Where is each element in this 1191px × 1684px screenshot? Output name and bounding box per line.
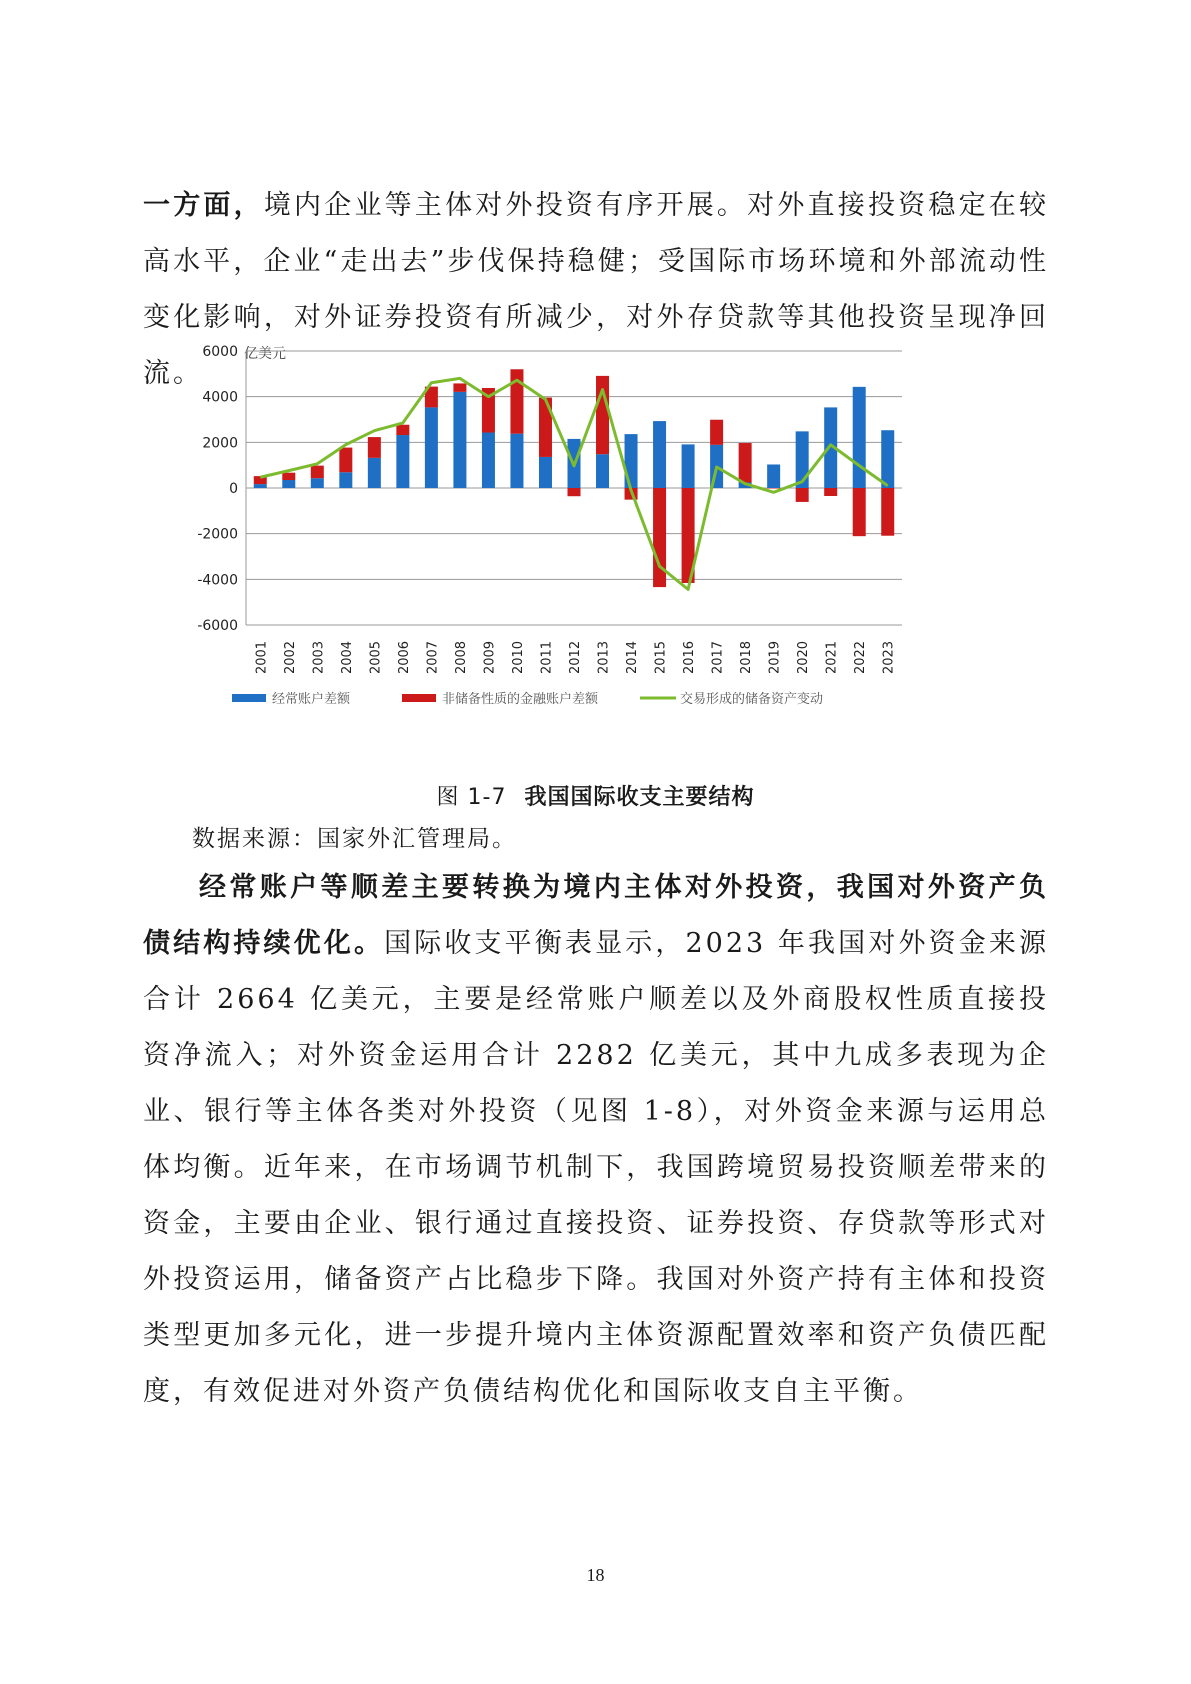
bar [368, 437, 381, 458]
bar [881, 430, 894, 488]
legend-label: 交易形成的储备资产变动 [680, 692, 824, 707]
bar [710, 420, 723, 445]
bar [453, 392, 466, 488]
legend-swatch [232, 694, 266, 702]
legend-swatch [402, 694, 436, 702]
y-tick-label: 0 [229, 481, 238, 497]
bar [625, 434, 638, 488]
paragraph-lead: 一方面， [143, 190, 264, 221]
x-tick-label: 2007 [425, 640, 441, 674]
bar [282, 480, 295, 488]
figure-title: 我国国际收支主要结构 [524, 785, 755, 810]
legend-label: 经常账户差额 [272, 692, 351, 707]
x-tick-label: 2017 [710, 640, 726, 674]
bar [510, 434, 523, 488]
bar [653, 488, 666, 587]
chart-legend [232, 691, 823, 707]
x-tick-label: 2011 [539, 640, 555, 674]
y-tick-label: 2000 [202, 435, 238, 452]
x-tick-label: 2012 [568, 640, 583, 674]
paragraph-body: 国际收支平衡表显示，2023 年我国对外资金来源合计 2664 亿美元，主要是经常账户顺差以及外商股权性质直接投资净流入；对外资金运用合计 2282 亿美元，其中九成多表现为企业、银行等主体各类对外投资（见图 1-8），对外资金来源与运用总体均衡。近年来，在市场调节机制下，我国跨境贸易投资顺差带来的资金，主要由企业、银行通过直接投资、证券投资、存贷款等形式对外投资运用，储备资产占比稳步下降。我国对外资产持有主体和投资类型更加多元化，进一步提升境内主体资源配置效率和资产负债匹配度，有效促进对外资产负债结构优化和国际收支自主平衡。 [143, 928, 1050, 1407]
x-tick-label: 2013 [596, 640, 612, 674]
bar [796, 488, 809, 502]
bar [396, 435, 409, 488]
bar [339, 472, 352, 488]
y-tick-label: 4000 [202, 389, 238, 406]
bar [767, 488, 780, 489]
bar [682, 444, 695, 488]
y-tick-label: -2000 [197, 526, 238, 543]
paragraph-body: 境内企业等主体对外投资有序开展。对外直接投资稳定在较高水平，企业“走出去”步伐保持稳健；受国际市场环境和外部流动性变化影响，对外证券投资有所减少，对外存贷款等其他投资呈现净回流。 [143, 190, 1049, 389]
bar [339, 448, 352, 473]
bar [368, 458, 381, 488]
x-axis-ticks [254, 641, 896, 674]
y-axis-ticks [197, 344, 238, 634]
bar [311, 466, 324, 479]
bar [596, 454, 609, 488]
y-axis-unit-label: 亿美元 [244, 346, 286, 362]
bar [254, 484, 267, 488]
paragraph-lead: 经常账户等顺差主要转换为境内主体对外投资，我国对外资产负债结构持续优化。 [143, 872, 1049, 959]
x-tick-label: 2004 [339, 640, 355, 674]
bar [568, 488, 581, 496]
x-tick-label: 2016 [682, 640, 698, 674]
x-tick-label: 2008 [453, 640, 469, 674]
x-tick-label: 2002 [282, 640, 298, 674]
chart-bars [254, 369, 894, 587]
x-tick-label: 2022 [853, 640, 869, 674]
bar [653, 421, 666, 488]
x-tick-label: 2018 [739, 640, 755, 674]
bar [453, 383, 466, 391]
y-tick-label: 6000 [202, 344, 238, 360]
bar [482, 433, 495, 488]
y-tick-label: -6000 [197, 618, 238, 634]
figure-caption [0, 780, 1191, 811]
bar [824, 488, 837, 496]
bar [853, 387, 866, 488]
bar [425, 407, 438, 488]
bar [739, 443, 752, 483]
x-tick-label: 2001 [254, 640, 270, 674]
x-tick-label: 2015 [653, 640, 669, 674]
bar [311, 478, 324, 488]
x-tick-label: 2021 [824, 640, 840, 674]
bar [767, 464, 780, 488]
x-tick-label: 2009 [482, 640, 498, 674]
paragraph-asset-liability [143, 860, 1049, 1420]
bar [881, 488, 894, 536]
x-tick-label: 2010 [510, 640, 526, 674]
bar [853, 488, 866, 536]
x-tick-label: 2019 [767, 640, 783, 674]
x-tick-label: 2005 [368, 640, 384, 674]
x-tick-label: 2023 [881, 640, 897, 674]
legend-label: 非储备性质的金融账户差额 [442, 692, 599, 707]
bar [596, 376, 609, 454]
bop-structure-chart [190, 340, 1000, 770]
page-number: 18 [586, 1565, 605, 1585]
x-tick-label: 2006 [396, 640, 412, 674]
bar [396, 425, 409, 435]
x-tick-label: 2003 [311, 640, 327, 674]
bar [539, 457, 552, 488]
x-tick-label: 2014 [625, 640, 641, 674]
figure-number: 图 1-7 [436, 785, 507, 810]
data-source-note: 数据来源：国家外汇管理局。 [192, 826, 517, 852]
x-tick-label: 2020 [796, 640, 812, 674]
y-tick-label: -4000 [197, 572, 238, 589]
bar [282, 473, 295, 480]
